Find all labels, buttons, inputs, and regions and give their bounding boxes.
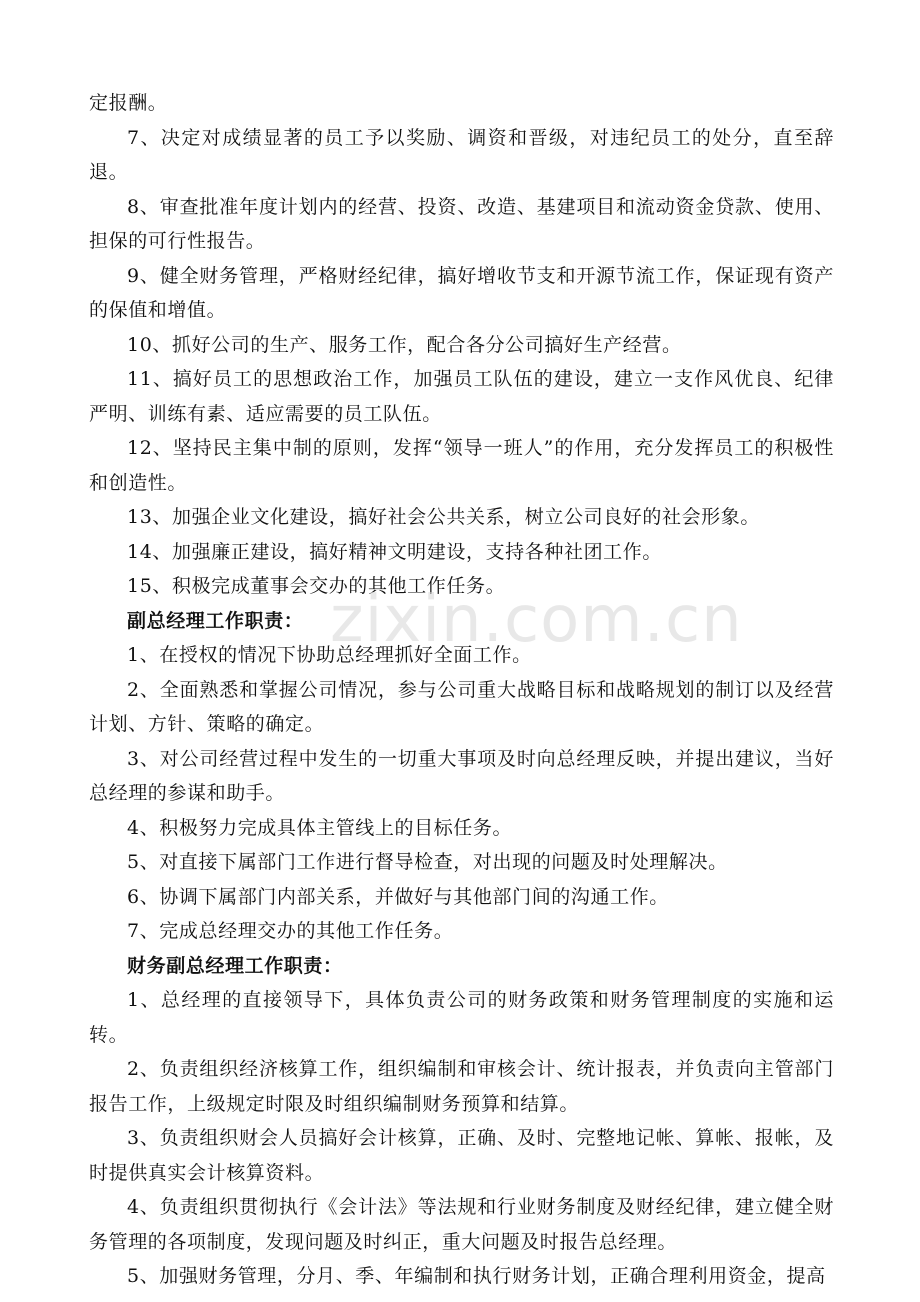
finance-item-3: 3、负责组织财会人员搞好会计核算，正确、及时、完整地记帐、算帐、报帐，及时提供真实会计核算资料。 xyxy=(89,1127,834,1184)
paragraph-item-7: 7、决定对成绩显著的员工予以奖励、调资和晋级，对违纪员工的处分，直至辞退。 xyxy=(89,126,834,183)
paragraph-item-15: 15、积极完成董事会交办的其他工作任务。 xyxy=(127,575,506,597)
paragraph-item-11: 11、搞好员工的思想政治工作，加强员工队伍的建设，建立一支作风优良、纪律严明、训练有素、适应需要的员工队伍。 xyxy=(89,368,834,425)
paragraph-item-10: 10、抓好公司的生产、服务工作，配合各分公司搞好生产经营。 xyxy=(127,333,682,356)
deputy-item-7: 7、完成总经理交办的其他工作任务。 xyxy=(127,920,454,942)
deputy-item-2: 2、全面熟悉和掌握公司情况，参与公司重大战略目标和战略规划的制订以及经营计划、方针、策略的确定。 xyxy=(89,678,834,735)
deputy-item-1: 1、在授权的情况下协助总经理抓好全面工作。 xyxy=(127,644,532,666)
finance-item-5: 5、加强财务管理，分月、季、年编制和执行财务计划，正确合理利用资金，提高 xyxy=(127,1265,826,1287)
deputy-item-4: 4、积极努力完成具体主管线上的目标任务。 xyxy=(127,816,513,839)
paragraph-item-8: 8、审查批准年度计划内的经营、投资、改造、基建项目和流动资金贷款、使用、担保的可行性报告。 xyxy=(89,195,834,252)
paragraph-item-12: 12、坚持民主集中制的原则，发挥“领导一班人”的作用，充分发挥员工的积极性和创造性。 xyxy=(89,437,834,494)
deputy-item-5: 5、对直接下属部门工作进行督导检查，对出现的问题及时处理解决。 xyxy=(127,851,728,873)
finance-item-2: 2、负责组织经济核算工作，组织编制和审核会计、统计报表，并负责向主管部门报告工作，上级规定时限及时组织编制财务预算和结算。 xyxy=(89,1058,834,1115)
document-body xyxy=(89,86,834,1294)
section-heading-finance-deputy-gm: 财务副总经理工作职责： xyxy=(127,954,343,977)
deputy-item-6: 6、协调下属部门内部关系，并做好与其他部门间的沟通工作。 xyxy=(127,885,669,908)
paragraph-item-14: 14、加强廉正建设，搞好精神文明建设，支持各种社团工作。 xyxy=(127,540,662,563)
finance-item-1: 1、总经理的直接领导下，具体负责公司的财务政策和财务管理制度的实施和运转。 xyxy=(89,989,834,1046)
paragraph-continuation: 定报酬。 xyxy=(89,92,168,114)
deputy-item-3: 3、对公司经营过程中发生的一切重大事项及时向总经理反映，并提出建议，当好总经理的参谋和助手。 xyxy=(89,747,834,804)
finance-item-4: 4、负责组织贯彻执行《会计法》等法规和行业财务制度及财经纪律，建立健全财务管理的各项制度，发现问题及时纠正，重大问题及时报告总经理。 xyxy=(89,1196,834,1253)
section-heading-deputy-gm: 副总经理工作职责： xyxy=(127,609,304,632)
site-watermark: zixin.com.cn xyxy=(330,583,743,657)
paragraph-item-13: 13、加强企业文化建设，搞好社会公共关系，树立公司良好的社会形象。 xyxy=(127,506,760,528)
paragraph-item-9: 9、健全财务管理，严格财经纪律，搞好增收节支和开源节流工作，保证现有资产的保值和增值。 xyxy=(89,264,834,321)
